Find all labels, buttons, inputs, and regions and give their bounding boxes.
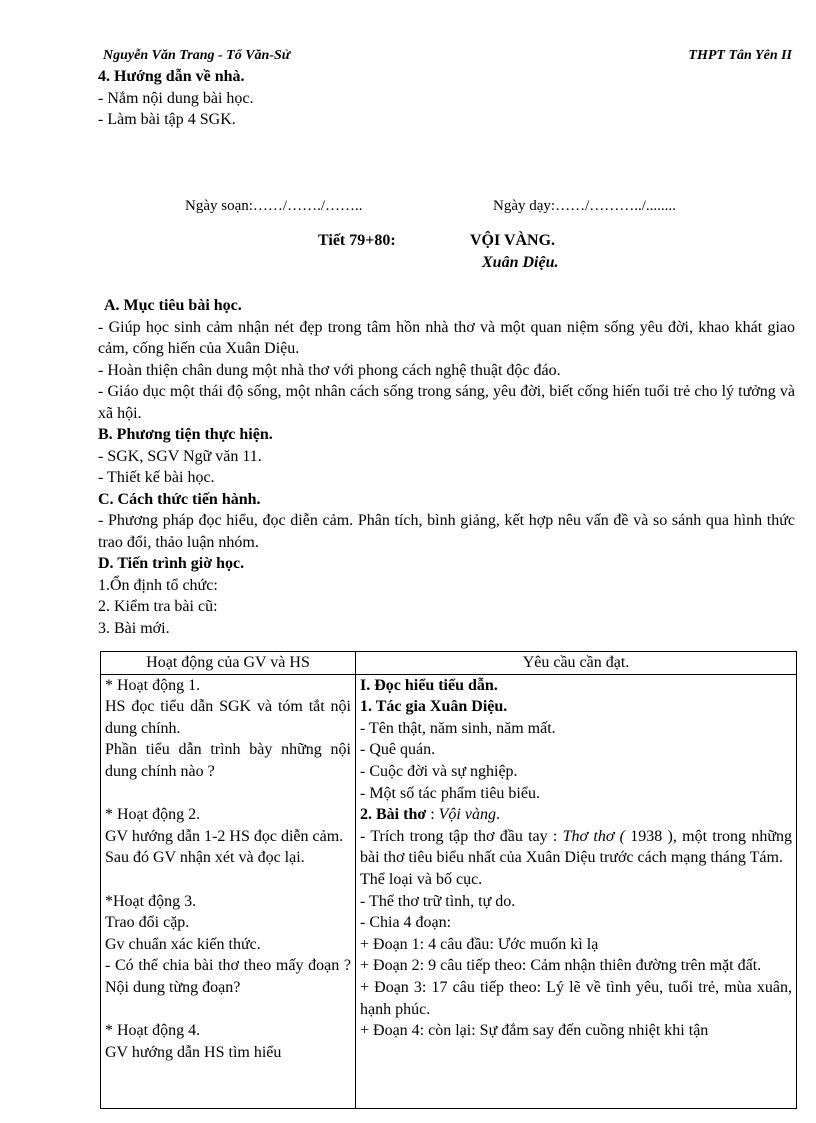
table-header-row <box>101 652 797 675</box>
section-d-item: 3. Bài mới. <box>98 619 170 637</box>
date-prepared: Ngày soạn:……/……./…….. <box>185 198 363 214</box>
table-row <box>101 674 797 1108</box>
lesson-title: VỘI VÀNG. <box>470 232 556 249</box>
req-item: - Chia 4 đoạn: <box>360 914 452 932</box>
section-b-item: - Thiết kế bài học. <box>98 469 215 486</box>
section-d-item: 1.Ổn định tổ chức: <box>98 576 218 594</box>
req-item: + Đoạn 4: còn lại: Sự đắm say đến cuồng nhiệt khi tận <box>360 1022 709 1040</box>
req-item: Thể loại và bố cục. <box>360 870 483 888</box>
homework-title: 4. Hướng dẫn về nhà. <box>98 68 245 85</box>
requirements-cell <box>356 674 797 1108</box>
poem-title: Vội vàng <box>438 806 496 824</box>
activity-text: Gv chuẩn xác kiến thức. <box>105 935 261 953</box>
section-d-title: D. Tiến trình giờ học. <box>98 555 245 572</box>
activity-text: Sau đó GV nhận xét và đọc lại. <box>105 849 305 867</box>
activity-heading: * Hoạt động 1. <box>105 676 201 694</box>
req-item: - Quê quán. <box>360 741 436 759</box>
req-item: + Đoạn 2: 9 câu tiếp theo: Cảm nhận thiên đường trên mặt đất. <box>360 957 762 975</box>
homework-section <box>98 66 795 131</box>
activity-text: HS đọc tiểu dẫn SGK và tóm tắt nội dung chính. <box>105 698 351 737</box>
collection-title: Thơ thơ ( <box>562 827 625 845</box>
header-author: Nguyễn Văn Trang - Tổ Văn-Sử <box>103 48 291 63</box>
req-item: + Đoạn 3: 17 câu tiếp theo: Lý lẽ về tình yêu, tuổi trẻ, mùa xuân, hạnh phúc. <box>360 978 792 1018</box>
header-school: THPT Tân Yên II <box>688 48 792 63</box>
req-subheading: 1. Tác gia Xuân Diệu. <box>360 698 508 716</box>
activity-text: Phần tiểu dẫn trình bày những nội dung chính nào ? <box>105 741 351 780</box>
section-c-title: C. Cách thức tiến hành. <box>98 490 261 508</box>
lesson-author: Xuân Diệu. <box>482 254 559 271</box>
activities-cell <box>101 674 356 1108</box>
section-b-item: - SGK, SGV Ngữ văn 11. <box>98 447 262 465</box>
section-d-item: 2. Kiểm tra bài cũ: <box>98 598 218 615</box>
req-item: - Cuộc đời và sự nghiệp. <box>360 762 518 780</box>
section-c-item: - Phương pháp đọc hiểu, đọc diễn cảm. Phân tích, bình giảng, kết hợp nêu vấn đề và so sánh qua hình thức trao đổi, thảo luận nhóm. <box>98 512 795 551</box>
section-a-item: - Hoàn thiện chân dung một nhà thơ với phong cách nghệ thuật độc đáo. <box>98 361 561 379</box>
req-item: 2. Bài thơ : Vội vàng. <box>360 806 500 824</box>
activity-heading: * Hoạt động 2. <box>105 806 201 824</box>
homework-item: - Nắm nội dung bài học. <box>98 89 254 107</box>
activity-text: Trao đổi cặp. <box>105 914 190 932</box>
objectives-section <box>98 295 795 639</box>
req-item: - Thể thơ trữ tình, tự do. <box>360 892 516 910</box>
activity-heading: * Hoạt động 4. <box>105 1022 201 1040</box>
req-item: - Một số tác phẩm tiêu biểu. <box>360 784 540 802</box>
req-subheading: 2. Bài thơ <box>360 806 427 824</box>
activity-text: - Có thể chia bài thơ theo mấy đoạn ? Nội dung từng đoạn? <box>105 957 351 996</box>
homework-item: - Làm bài tập 4 SGK. <box>98 111 236 128</box>
req-heading: I. Đọc hiểu tiểu dẫn. <box>360 676 498 694</box>
req-item: - Trích trong tập thơ đầu tay : Thơ thơ ( 1938 ), một trong những bài thơ tiêu biểu nhất của Xuân Diệu trước cách mạng tháng Tám. <box>360 827 792 867</box>
table-header-requirements: Yêu cầu cần đạt. <box>356 652 797 675</box>
activity-text: GV hướng dẫn 1-2 HS đọc diễn cảm. <box>105 827 344 845</box>
section-b-title: B. Phương tiện thực hiện. <box>98 426 273 443</box>
section-a-item: - Giáo dục một thái độ sống, một nhân cách sống trong sáng, yêu đời, biết cống hiến tuổi trẻ cho lý tưởng và xã hội. <box>98 383 795 422</box>
lesson-table <box>100 651 797 1109</box>
req-item: - Tên thật, năm sinh, năm mất. <box>360 719 556 737</box>
activity-heading: *Hoạt động 3. <box>105 892 197 910</box>
activity-text: GV hướng dẫn HS tìm hiểu <box>105 1043 282 1061</box>
date-taught: Ngày dạy:……/………../........ <box>493 198 676 214</box>
section-a-item: - Giúp học sinh cảm nhận nét đẹp trong tâm hồn nhà thơ và một quan niệm sống yêu đời, khao khát giao cảm, cống hiến của Xuân Diệu. <box>98 318 795 357</box>
table-header-activities: Hoạt động của GV và HS <box>101 652 356 675</box>
lesson-period: Tiết 79+80: <box>318 232 396 249</box>
section-a-title: A. Mục tiêu bài học. <box>104 297 242 314</box>
req-item: + Đoạn 1: 4 câu đầu: Ước muốn kì lạ <box>360 935 599 953</box>
